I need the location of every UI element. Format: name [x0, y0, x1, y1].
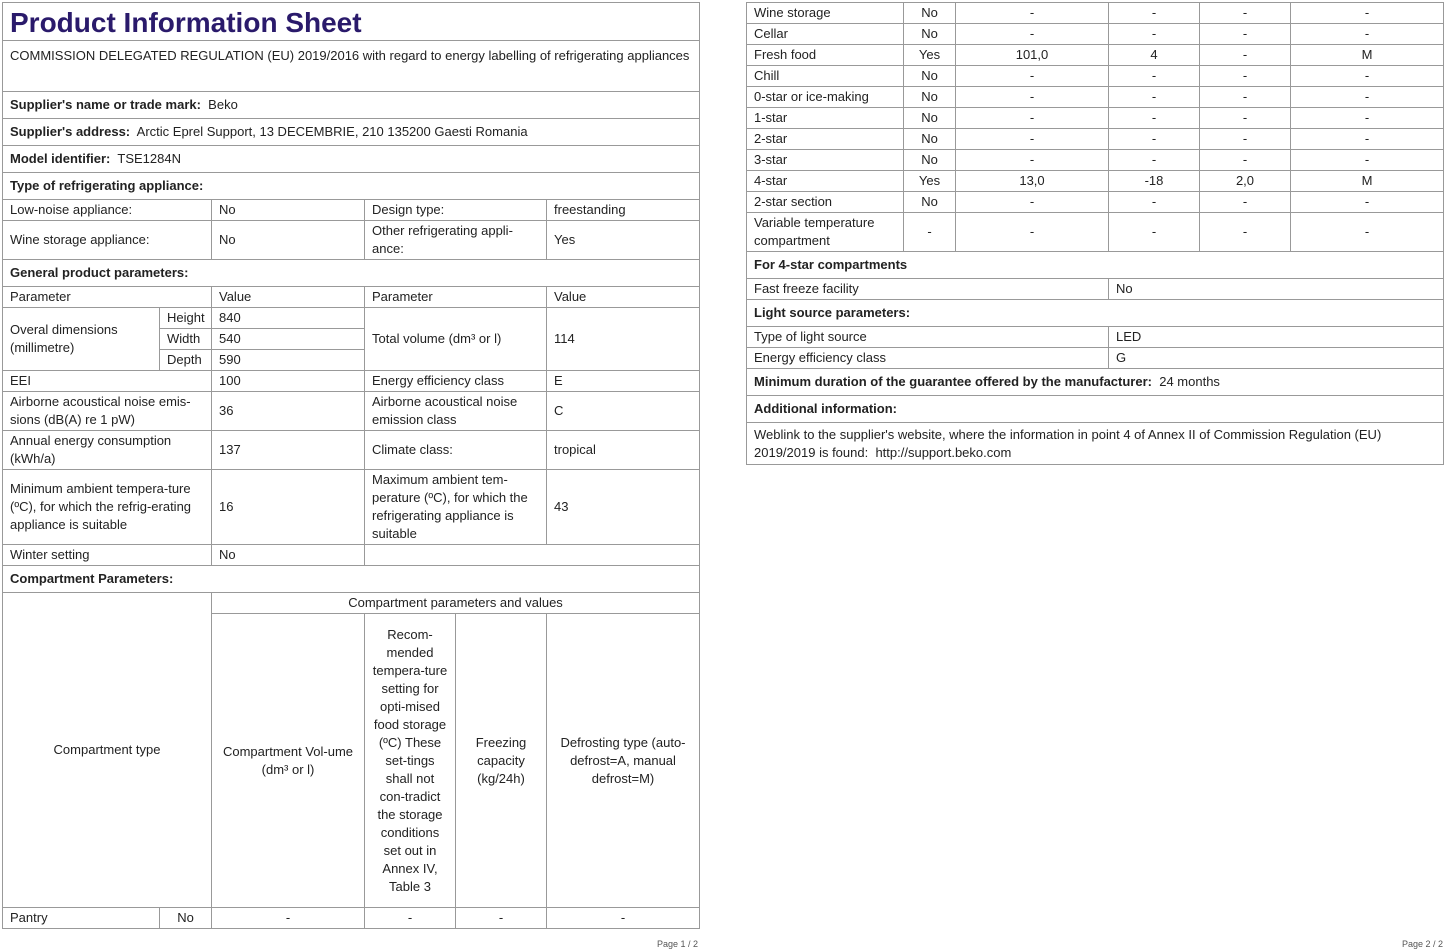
compartment-defrost: - — [1291, 213, 1444, 252]
table-row — [747, 213, 1444, 252]
compartment-temp: - — [1109, 24, 1200, 45]
compartment-present: No — [160, 908, 212, 929]
product-sheet-table — [2, 2, 700, 929]
depth-label: Depth — [160, 350, 212, 371]
guarantee-label: Minimum duration of the guarantee offered by the manufacturer: — [754, 374, 1152, 389]
compartment-name: 0-star or ice-making — [747, 87, 904, 108]
low-noise-value: No — [212, 200, 365, 221]
noise-label: Airborne acoustical noise emis-sions (dB(A) re 1 pW) — [3, 392, 212, 431]
param-header-2: Parameter — [365, 287, 547, 308]
compartment-defrost: M — [1291, 171, 1444, 192]
value-header-2: Value — [547, 287, 700, 308]
other-appliance-value: Yes — [547, 221, 700, 260]
compartment-name: Wine storage — [747, 3, 904, 24]
param-header: Parameter — [3, 287, 212, 308]
table-row — [747, 171, 1444, 192]
compartment-freezing: 2,0 — [1200, 171, 1291, 192]
compartment-volume: - — [956, 108, 1109, 129]
compartment-defrost: - — [1291, 3, 1444, 24]
type-heading: Type of refrigerating appliance: — [3, 173, 700, 200]
noise-class-label: Airborne acoustical noise emission class — [365, 392, 547, 431]
compartment-defrost: - — [1291, 108, 1444, 129]
supplier-name-row — [3, 92, 700, 119]
table-row — [747, 87, 1444, 108]
height-label: Height — [160, 308, 212, 329]
general-heading: General product parameters: — [3, 260, 700, 287]
compartment-volume: - — [956, 150, 1109, 171]
compartment-present: Yes — [904, 171, 956, 192]
fast-freeze-label: Fast freeze facility — [747, 279, 1109, 300]
design-type-label: Design type: — [365, 200, 547, 221]
total-volume-value: 114 — [547, 308, 700, 371]
compartment-freezing: - — [1200, 108, 1291, 129]
light-class-label: Energy efficiency class — [747, 348, 1109, 369]
compartment-freezing: - — [1200, 150, 1291, 171]
compartment-present: - — [904, 213, 956, 252]
table-row — [747, 45, 1444, 66]
compartment-defrost: - — [1291, 87, 1444, 108]
fast-freeze-value: No — [1109, 279, 1444, 300]
compartment-volume: - — [212, 908, 365, 929]
wine-storage-value: No — [212, 221, 365, 260]
compartment-volume: 13,0 — [956, 171, 1109, 192]
guarantee-row — [747, 369, 1444, 396]
compartment-freezing: - — [1200, 87, 1291, 108]
page-2 — [746, 2, 1443, 465]
max-temp-label: Maximum ambient tem-perature (ºC), for which the refrigerating appliance is suitable — [365, 470, 547, 545]
light-type-label: Type of light source — [747, 327, 1109, 348]
compartment-name: 4-star — [747, 171, 904, 192]
weblink-row — [747, 423, 1444, 465]
compartment-name: Fresh food — [747, 45, 904, 66]
compartment-freezing: - — [456, 908, 547, 929]
height-value: 840 — [212, 308, 365, 329]
min-temp-label: Minimum ambient tempera-ture (ºC), for which the refrig-erating appliance is suitable — [3, 470, 212, 545]
compartment-volume: - — [956, 24, 1109, 45]
climate-class-label: Climate class: — [365, 431, 547, 470]
table-row — [747, 150, 1444, 171]
table-row — [747, 129, 1444, 150]
weblink-url[interactable]: http://support.beko.com — [875, 444, 1012, 460]
four-star-heading: For 4-star compartments — [747, 252, 1444, 279]
compartment-name: Cellar — [747, 24, 904, 45]
page-number-1: Page 1 / 2 — [657, 939, 699, 949]
light-class-value: G — [1109, 348, 1444, 369]
model-row — [3, 146, 700, 173]
compartment-name: 1-star — [747, 108, 904, 129]
eei-value: 100 — [212, 371, 365, 392]
compartment-present: No — [904, 192, 956, 213]
compartment-temp: - — [365, 908, 456, 929]
supplier-name-label: Supplier's name or trade mark: — [10, 97, 201, 112]
winter-setting-value: No — [212, 545, 365, 566]
compartment-defrost: M — [1291, 45, 1444, 66]
compartment-temp: - — [1109, 150, 1200, 171]
model-value: TSE1284N — [117, 151, 181, 166]
depth-value: 590 — [212, 350, 365, 371]
compartment-volume-header: Compartment Vol-ume (dm³ or l) — [212, 614, 365, 908]
climate-class-value: tropical — [547, 431, 700, 470]
compartment-volume: - — [956, 66, 1109, 87]
compartment-freezing: - — [1200, 3, 1291, 24]
defrosting-type-header: Defrosting type (auto-defrost=A, manual defrost=M) — [547, 614, 700, 908]
compartment-freezing: - — [1200, 129, 1291, 150]
compartment-present: No — [904, 108, 956, 129]
compartments-table — [746, 2, 1444, 252]
supplier-name-value: Beko — [208, 97, 238, 112]
light-heading: Light source parameters: — [747, 300, 1444, 327]
compartment-temp: - — [1109, 108, 1200, 129]
compartment-name: Pantry — [3, 908, 160, 929]
compartment-volume: - — [956, 129, 1109, 150]
compartment-present: No — [904, 150, 956, 171]
low-noise-label: Low-noise appliance: — [3, 200, 212, 221]
compartment-temp: - — [1109, 3, 1200, 24]
compartment-temp: - — [1109, 87, 1200, 108]
total-volume-label: Total volume (dm³ or l) — [365, 308, 547, 371]
other-appliance-label: Other refrigerating appli-ance: — [365, 221, 547, 260]
compartment-name: 2-star — [747, 129, 904, 150]
noise-value: 36 — [212, 392, 365, 431]
weblink-text: Weblink to the supplier's website, where the information in point 4 of Annex II of Commission Regulation (EU) 2019/2019 is found: — [754, 426, 1382, 460]
compartment-type-header: Compartment type — [3, 593, 212, 908]
energy-class-label: Energy efficiency class — [365, 371, 547, 392]
light-type-value: LED — [1109, 327, 1444, 348]
compartment-present: Yes — [904, 45, 956, 66]
compartment-name: 2-star section — [747, 192, 904, 213]
compartment-temp: 4 — [1109, 45, 1200, 66]
additional-heading: Additional information: — [747, 396, 1444, 423]
value-header: Value — [212, 287, 365, 308]
compartment-defrost: - — [1291, 129, 1444, 150]
compartment-present: No — [904, 87, 956, 108]
compartment-volume: - — [956, 213, 1109, 252]
dimensions-label: Overal dimensions (millimetre) — [3, 308, 160, 371]
supplier-address-value: Arctic Eprel Support, 13 DECEMBRIE, 210 135200 Gaesti Romania — [136, 124, 528, 139]
compartment-present: No — [904, 129, 956, 150]
table-row — [747, 24, 1444, 45]
freezing-capacity-header: Freezing capacity (kg/24h) — [456, 614, 547, 908]
model-label: Model identifier: — [10, 151, 111, 166]
design-type-value: freestanding — [547, 200, 700, 221]
noise-class-value: C — [547, 392, 700, 431]
compartment-temp: - — [1109, 192, 1200, 213]
compartment-volume: 101,0 — [956, 45, 1109, 66]
table-row — [747, 66, 1444, 87]
compartment-temp: -18 — [1109, 171, 1200, 192]
max-temp-value: 43 — [547, 470, 700, 545]
supplier-address-row — [3, 119, 700, 146]
compartment-present: No — [904, 24, 956, 45]
compartment-defrost: - — [1291, 24, 1444, 45]
compartment-volume: - — [956, 192, 1109, 213]
page-1 — [2, 2, 699, 929]
compartment-freezing: - — [1200, 213, 1291, 252]
compartment-temp: - — [1109, 66, 1200, 87]
compartment-name: 3-star — [747, 150, 904, 171]
recommended-temp-header: Recom-mended tempera-ture setting for opti-mised food storage (ºC) These set-tings shall not con-tradict the storage conditions set out in Annex IV, Table 3 — [365, 614, 456, 908]
compartment-volume: - — [956, 87, 1109, 108]
table-row — [747, 3, 1444, 24]
compartment-volume: - — [956, 3, 1109, 24]
compartment-freezing: - — [1200, 192, 1291, 213]
compartment-present: No — [904, 66, 956, 87]
compartment-freezing: - — [1200, 24, 1291, 45]
page-title: Product Information Sheet — [3, 3, 700, 41]
extra-info-table — [746, 251, 1444, 465]
wine-storage-label: Wine storage appliance: — [3, 221, 212, 260]
eei-label: EEI — [3, 371, 212, 392]
regulation-text: COMMISSION DELEGATED REGULATION (EU) 2019/2016 with regard to energy labelling of refrigerating appliances — [3, 41, 700, 92]
compartment-defrost: - — [1291, 150, 1444, 171]
table-row — [747, 108, 1444, 129]
width-label: Width — [160, 329, 212, 350]
compartment-params-header: Compartment parameters and values — [212, 593, 700, 614]
compartment-temp: - — [1109, 213, 1200, 252]
width-value: 540 — [212, 329, 365, 350]
annual-energy-label: Annual energy consumption (kWh/a) — [3, 431, 212, 470]
compartment-name: Chill — [747, 66, 904, 87]
compartment-defrost: - — [1291, 66, 1444, 87]
compartment-freezing: - — [1200, 45, 1291, 66]
compartment-freezing: - — [1200, 66, 1291, 87]
min-temp-value: 16 — [212, 470, 365, 545]
supplier-address-label: Supplier's address: — [10, 124, 131, 139]
energy-class-value: E — [547, 371, 700, 392]
compartment-defrost: - — [1291, 192, 1444, 213]
table-row — [747, 192, 1444, 213]
winter-setting-label: Winter setting — [3, 545, 212, 566]
compartment-heading: Compartment Parameters: — [3, 566, 700, 593]
compartment-defrost: - — [547, 908, 700, 929]
table-row — [3, 908, 700, 929]
compartment-present: No — [904, 3, 956, 24]
compartment-temp: - — [1109, 129, 1200, 150]
guarantee-value: 24 months — [1159, 374, 1220, 389]
compartment-name: Variable temperature compartment — [747, 213, 904, 252]
page-number-2: Page 2 / 2 — [1402, 939, 1444, 949]
annual-energy-value: 137 — [212, 431, 365, 470]
